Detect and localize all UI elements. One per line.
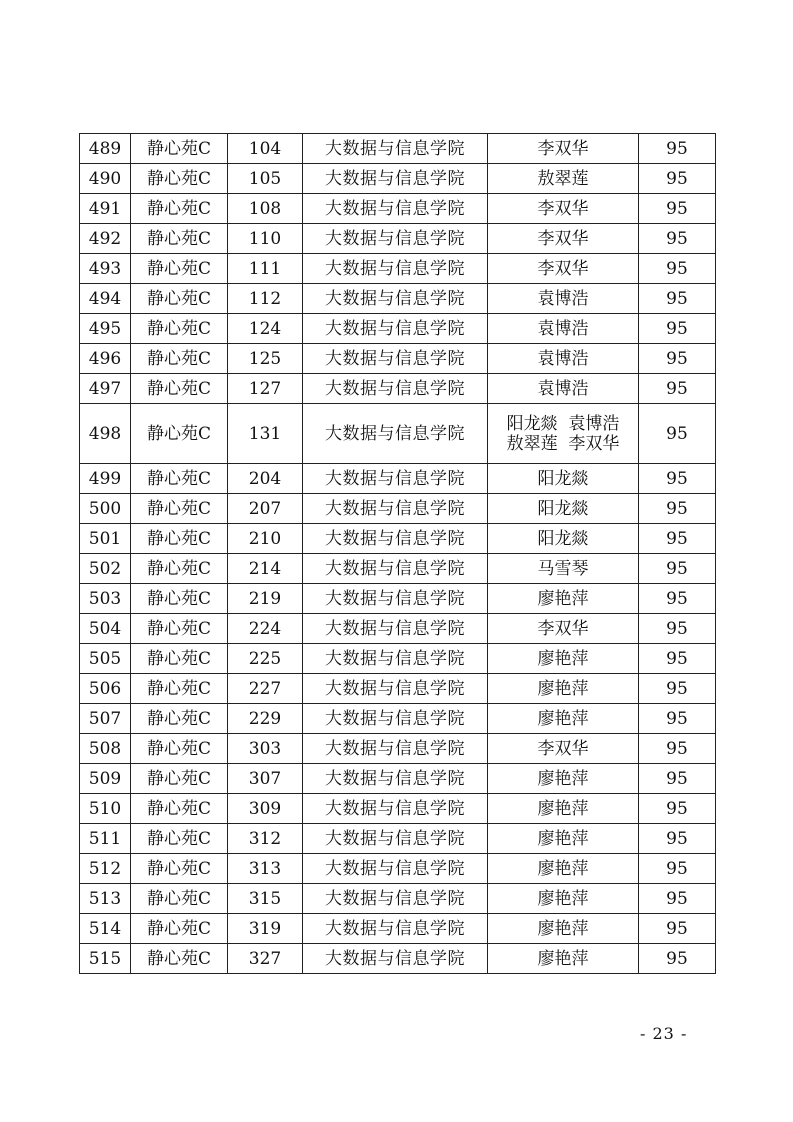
cell-score: 95 <box>639 194 716 224</box>
cell-person: 李双华 <box>488 194 639 224</box>
cell-person: 袁博浩 <box>488 344 639 374</box>
cell-dept: 大数据与信息学院 <box>303 794 488 824</box>
cell-number: 496 <box>80 344 131 374</box>
cell-dept: 大数据与信息学院 <box>303 704 488 734</box>
table-row <box>80 164 716 194</box>
cell-room: 229 <box>228 704 303 734</box>
cell-number: 514 <box>80 914 131 944</box>
cell-score: 95 <box>639 404 716 464</box>
cell-person: 廖艳萍 <box>488 854 639 884</box>
cell-dept: 大数据与信息学院 <box>303 224 488 254</box>
cell-number: 495 <box>80 314 131 344</box>
cell-score: 95 <box>639 734 716 764</box>
cell-person: 袁博浩 <box>488 284 639 314</box>
table-row <box>80 854 716 884</box>
dormitory-inspection-table <box>79 133 716 974</box>
person-line: 阳龙燚 袁博浩 <box>506 413 620 434</box>
cell-score: 95 <box>639 284 716 314</box>
cell-room: 110 <box>228 224 303 254</box>
cell-score: 95 <box>639 224 716 254</box>
cell-dept: 大数据与信息学院 <box>303 344 488 374</box>
cell-room: 307 <box>228 764 303 794</box>
table-row <box>80 824 716 854</box>
cell-building: 静心苑C <box>131 824 228 854</box>
cell-score: 95 <box>639 794 716 824</box>
cell-score: 95 <box>639 164 716 194</box>
table-row <box>80 704 716 734</box>
cell-dept: 大数据与信息学院 <box>303 524 488 554</box>
table-row <box>80 344 716 374</box>
cell-number: 507 <box>80 704 131 734</box>
cell-score: 95 <box>639 374 716 404</box>
table-row <box>80 254 716 284</box>
table-row <box>80 554 716 584</box>
table-row <box>80 644 716 674</box>
cell-dept: 大数据与信息学院 <box>303 914 488 944</box>
cell-person: 廖艳萍 <box>488 584 639 614</box>
cell-number: 505 <box>80 644 131 674</box>
cell-number: 493 <box>80 254 131 284</box>
table-row <box>80 494 716 524</box>
cell-dept: 大数据与信息学院 <box>303 644 488 674</box>
cell-person: 廖艳萍 <box>488 944 639 974</box>
table-row <box>80 224 716 254</box>
cell-building: 静心苑C <box>131 944 228 974</box>
cell-room: 210 <box>228 524 303 554</box>
cell-score: 95 <box>639 944 716 974</box>
table-row <box>80 884 716 914</box>
cell-score: 95 <box>639 464 716 494</box>
cell-building: 静心苑C <box>131 464 228 494</box>
table-body <box>80 134 716 974</box>
cell-building: 静心苑C <box>131 614 228 644</box>
cell-person: 敖翠莲 <box>488 164 639 194</box>
cell-number: 501 <box>80 524 131 554</box>
cell-number: 515 <box>80 944 131 974</box>
cell-dept: 大数据与信息学院 <box>303 764 488 794</box>
cell-building: 静心苑C <box>131 764 228 794</box>
cell-score: 95 <box>639 254 716 284</box>
cell-person: 廖艳萍 <box>488 914 639 944</box>
cell-dept: 大数据与信息学院 <box>303 314 488 344</box>
cell-person: 袁博浩 <box>488 374 639 404</box>
cell-building: 静心苑C <box>131 194 228 224</box>
table-row <box>80 944 716 974</box>
cell-score: 95 <box>639 704 716 734</box>
page-number: - 23 - <box>640 1024 688 1043</box>
cell-score: 95 <box>639 764 716 794</box>
cell-dept: 大数据与信息学院 <box>303 944 488 974</box>
table-row <box>80 194 716 224</box>
cell-room: 112 <box>228 284 303 314</box>
cell-room: 207 <box>228 494 303 524</box>
table-row <box>80 674 716 704</box>
cell-dept: 大数据与信息学院 <box>303 254 488 284</box>
table-row <box>80 734 716 764</box>
table-row <box>80 794 716 824</box>
cell-dept: 大数据与信息学院 <box>303 554 488 584</box>
table-row <box>80 314 716 344</box>
cell-number: 511 <box>80 824 131 854</box>
cell-room: 124 <box>228 314 303 344</box>
cell-number: 500 <box>80 494 131 524</box>
cell-person: 廖艳萍 <box>488 674 639 704</box>
cell-score: 95 <box>639 914 716 944</box>
cell-room: 131 <box>228 404 303 464</box>
cell-building: 静心苑C <box>131 254 228 284</box>
cell-score: 95 <box>639 314 716 344</box>
table-row <box>80 614 716 644</box>
cell-dept: 大数据与信息学院 <box>303 614 488 644</box>
cell-room: 313 <box>228 854 303 884</box>
cell-building: 静心苑C <box>131 854 228 884</box>
cell-building: 静心苑C <box>131 554 228 584</box>
cell-number: 506 <box>80 674 131 704</box>
cell-room: 125 <box>228 344 303 374</box>
cell-person: 李双华 <box>488 614 639 644</box>
cell-number: 492 <box>80 224 131 254</box>
cell-person: 李双华 <box>488 254 639 284</box>
cell-building: 静心苑C <box>131 224 228 254</box>
cell-score: 95 <box>639 674 716 704</box>
cell-number: 513 <box>80 884 131 914</box>
cell-number: 494 <box>80 284 131 314</box>
cell-building: 静心苑C <box>131 284 228 314</box>
cell-building: 静心苑C <box>131 494 228 524</box>
cell-number: 498 <box>80 404 131 464</box>
cell-building: 静心苑C <box>131 374 228 404</box>
table-row <box>80 524 716 554</box>
cell-score: 95 <box>639 584 716 614</box>
cell-score: 95 <box>639 824 716 854</box>
cell-number: 490 <box>80 164 131 194</box>
cell-score: 95 <box>639 884 716 914</box>
cell-number: 499 <box>80 464 131 494</box>
cell-number: 503 <box>80 584 131 614</box>
cell-score: 95 <box>639 494 716 524</box>
cell-person: 廖艳萍 <box>488 794 639 824</box>
cell-building: 静心苑C <box>131 674 228 704</box>
cell-dept: 大数据与信息学院 <box>303 194 488 224</box>
cell-room: 309 <box>228 794 303 824</box>
cell-dept: 大数据与信息学院 <box>303 674 488 704</box>
cell-room: 327 <box>228 944 303 974</box>
table-row <box>80 404 716 464</box>
cell-number: 504 <box>80 614 131 644</box>
cell-person: 廖艳萍 <box>488 704 639 734</box>
cell-room: 104 <box>228 134 303 164</box>
cell-room: 225 <box>228 644 303 674</box>
cell-building: 静心苑C <box>131 734 228 764</box>
cell-building: 静心苑C <box>131 314 228 344</box>
cell-room: 111 <box>228 254 303 284</box>
cell-number: 491 <box>80 194 131 224</box>
cell-dept: 大数据与信息学院 <box>303 374 488 404</box>
cell-room: 214 <box>228 554 303 584</box>
cell-building: 静心苑C <box>131 524 228 554</box>
cell-number: 508 <box>80 734 131 764</box>
cell-dept: 大数据与信息学院 <box>303 584 488 614</box>
cell-room: 315 <box>228 884 303 914</box>
cell-number: 502 <box>80 554 131 584</box>
table-row <box>80 464 716 494</box>
cell-room: 319 <box>228 914 303 944</box>
cell-person: 李双华 <box>488 134 639 164</box>
table-row <box>80 284 716 314</box>
cell-building: 静心苑C <box>131 794 228 824</box>
cell-person: 马雪琴 <box>488 554 639 584</box>
cell-room: 105 <box>228 164 303 194</box>
cell-score: 95 <box>639 344 716 374</box>
table-row <box>80 914 716 944</box>
cell-room: 204 <box>228 464 303 494</box>
cell-person: 李双华 <box>488 224 639 254</box>
cell-building: 静心苑C <box>131 164 228 194</box>
cell-person: 廖艳萍 <box>488 824 639 854</box>
cell-score: 95 <box>639 614 716 644</box>
cell-building: 静心苑C <box>131 404 228 464</box>
cell-person <box>488 404 639 464</box>
cell-number: 510 <box>80 794 131 824</box>
cell-person: 阳龙燚 <box>488 464 639 494</box>
table-row <box>80 764 716 794</box>
cell-dept: 大数据与信息学院 <box>303 854 488 884</box>
cell-score: 95 <box>639 644 716 674</box>
cell-building: 静心苑C <box>131 344 228 374</box>
cell-building: 静心苑C <box>131 914 228 944</box>
cell-building: 静心苑C <box>131 704 228 734</box>
cell-person: 李双华 <box>488 734 639 764</box>
cell-person: 廖艳萍 <box>488 764 639 794</box>
cell-room: 108 <box>228 194 303 224</box>
cell-number: 512 <box>80 854 131 884</box>
cell-dept: 大数据与信息学院 <box>303 284 488 314</box>
cell-score: 95 <box>639 554 716 584</box>
cell-person: 廖艳萍 <box>488 884 639 914</box>
cell-dept: 大数据与信息学院 <box>303 734 488 764</box>
person-line: 敖翠莲 李双华 <box>506 433 620 454</box>
cell-dept: 大数据与信息学院 <box>303 164 488 194</box>
cell-room: 303 <box>228 734 303 764</box>
cell-dept: 大数据与信息学院 <box>303 494 488 524</box>
cell-number: 509 <box>80 764 131 794</box>
table-row <box>80 584 716 614</box>
cell-room: 127 <box>228 374 303 404</box>
table-row <box>80 374 716 404</box>
cell-person: 阳龙燚 <box>488 494 639 524</box>
cell-number: 497 <box>80 374 131 404</box>
cell-building: 静心苑C <box>131 884 228 914</box>
cell-person: 阳龙燚 <box>488 524 639 554</box>
cell-dept: 大数据与信息学院 <box>303 134 488 164</box>
cell-building: 静心苑C <box>131 134 228 164</box>
cell-person: 廖艳萍 <box>488 644 639 674</box>
cell-room: 219 <box>228 584 303 614</box>
cell-building: 静心苑C <box>131 644 228 674</box>
cell-score: 95 <box>639 854 716 884</box>
cell-room: 312 <box>228 824 303 854</box>
cell-dept: 大数据与信息学院 <box>303 824 488 854</box>
cell-score: 95 <box>639 134 716 164</box>
cell-building: 静心苑C <box>131 584 228 614</box>
cell-score: 95 <box>639 524 716 554</box>
cell-person: 袁博浩 <box>488 314 639 344</box>
table-row <box>80 134 716 164</box>
cell-room: 227 <box>228 674 303 704</box>
cell-number: 489 <box>80 134 131 164</box>
cell-dept: 大数据与信息学院 <box>303 884 488 914</box>
cell-dept: 大数据与信息学院 <box>303 464 488 494</box>
cell-dept: 大数据与信息学院 <box>303 404 488 464</box>
cell-room: 224 <box>228 614 303 644</box>
